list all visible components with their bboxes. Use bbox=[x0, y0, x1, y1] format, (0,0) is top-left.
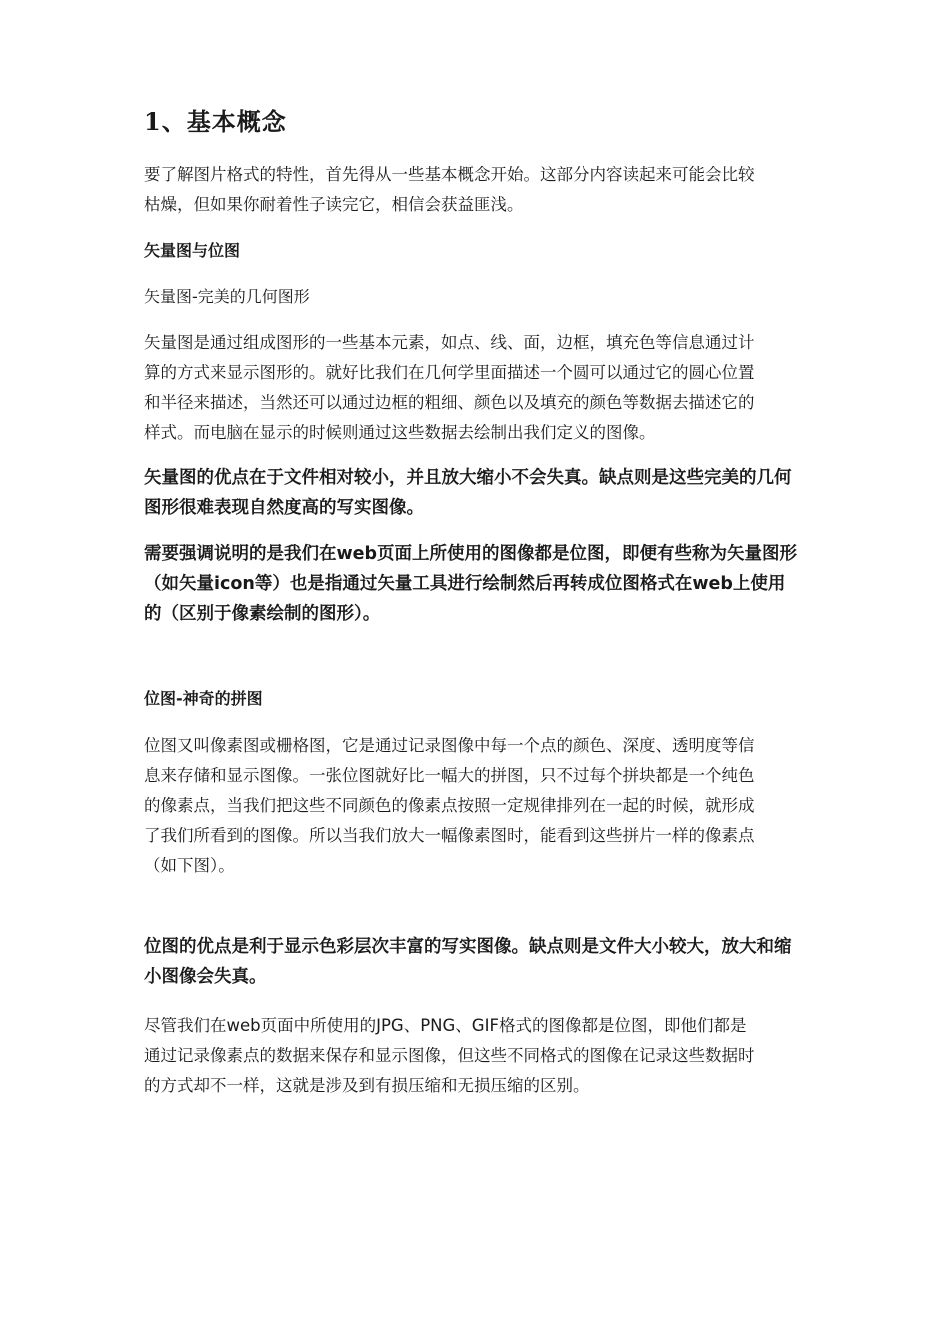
text-line: 了我们所看到的图像。所以当我们放大一幅像素图时，能看到这些拼片一样的像素点 bbox=[144, 826, 755, 845]
text-line: （如下图）。 bbox=[144, 856, 235, 875]
text-line: 需要强调说明的是我们在web页面上所使用的图像都是位图，即便有些称为矢量图形 bbox=[144, 544, 798, 564]
vector-note bbox=[144, 539, 834, 629]
section-heading bbox=[144, 106, 287, 138]
text-line: 息来存储和显示图像。一张位图就好比一幅大的拼图，只不过每个拼块都是一个纯色 bbox=[144, 766, 755, 785]
section-title-bitmap: 位图-神奇的拼图 bbox=[144, 689, 263, 708]
section-title-vector-bitmap: 矢量图与位图 bbox=[144, 241, 241, 260]
text-line: 枯燥，但如果你耐着性子读完它，相信会获益匪浅。 bbox=[144, 195, 524, 214]
text-line: 的像素点，当我们把这些不同颜色的像素点按照一定规律排列在一起的时候，就形成 bbox=[144, 796, 755, 815]
text-line: 位图又叫像素图或栅格图，它是通过记录图像中每一个点的颜色、深度、透明度等信 bbox=[144, 736, 755, 755]
text-line: 和半径来描述，当然还可以通过边框的粗细、颜色以及填充的颜色等数据去描述它的 bbox=[144, 393, 755, 412]
text-line: （如矢量icon等）也是指通过矢量工具进行绘制然后再转成位图格式在web上使用 bbox=[144, 574, 786, 594]
text-line: 算的方式来显示图形的。就好比我们在几何学里面描述一个圆可以通过它的圆心位置 bbox=[144, 363, 755, 382]
text-line: 矢量图是通过组成图形的一些基本元素，如点、线、面，边框，填充色等信息通过计 bbox=[144, 333, 755, 352]
text-line: 的（区别于像素绘制的图形）。 bbox=[144, 604, 381, 624]
text-line: 的方式却不一样，这就是涉及到有损压缩和无损压缩的区别。 bbox=[144, 1076, 590, 1095]
heading-number: 1 bbox=[144, 107, 162, 136]
text-line: 要了解图片格式的特性，首先得从一些基本概念开始。这部分内容读起来可能会比较 bbox=[144, 165, 755, 184]
text-line: 位图的优点是利于显示色彩层次丰富的写实图像。缺点则是文件大小较大，放大和缩 bbox=[144, 937, 792, 957]
bitmap-summary bbox=[144, 1011, 804, 1101]
heading-title: 、基本概念 bbox=[161, 107, 287, 136]
subtitle-vector: 矢量图-完美的几何图形 bbox=[144, 287, 310, 306]
vector-description bbox=[144, 328, 804, 448]
text-line: 小图像会失真。 bbox=[144, 967, 267, 987]
text-line: 通过记录像素点的数据来保存和显示图像，但这些不同格式的图像在记录这些数据时 bbox=[144, 1046, 755, 1065]
text-line: 图形很难表现自然度高的写实图像。 bbox=[144, 498, 424, 518]
bitmap-description bbox=[144, 731, 804, 881]
text-line: 尽管我们在web页面中所使用的JPG、PNG、GIF格式的图像都是位图，即他们都是 bbox=[144, 1016, 747, 1035]
text-line: 矢量图的优点在于文件相对较小，并且放大缩小不会失真。缺点则是这些完美的几何 bbox=[144, 468, 792, 488]
bitmap-pros-cons bbox=[144, 932, 834, 992]
intro-paragraph bbox=[144, 160, 804, 220]
text-line: 样式。而电脑在显示的时候则通过这些数据去绘制出我们定义的图像。 bbox=[144, 423, 656, 442]
vector-pros-cons bbox=[144, 463, 834, 523]
